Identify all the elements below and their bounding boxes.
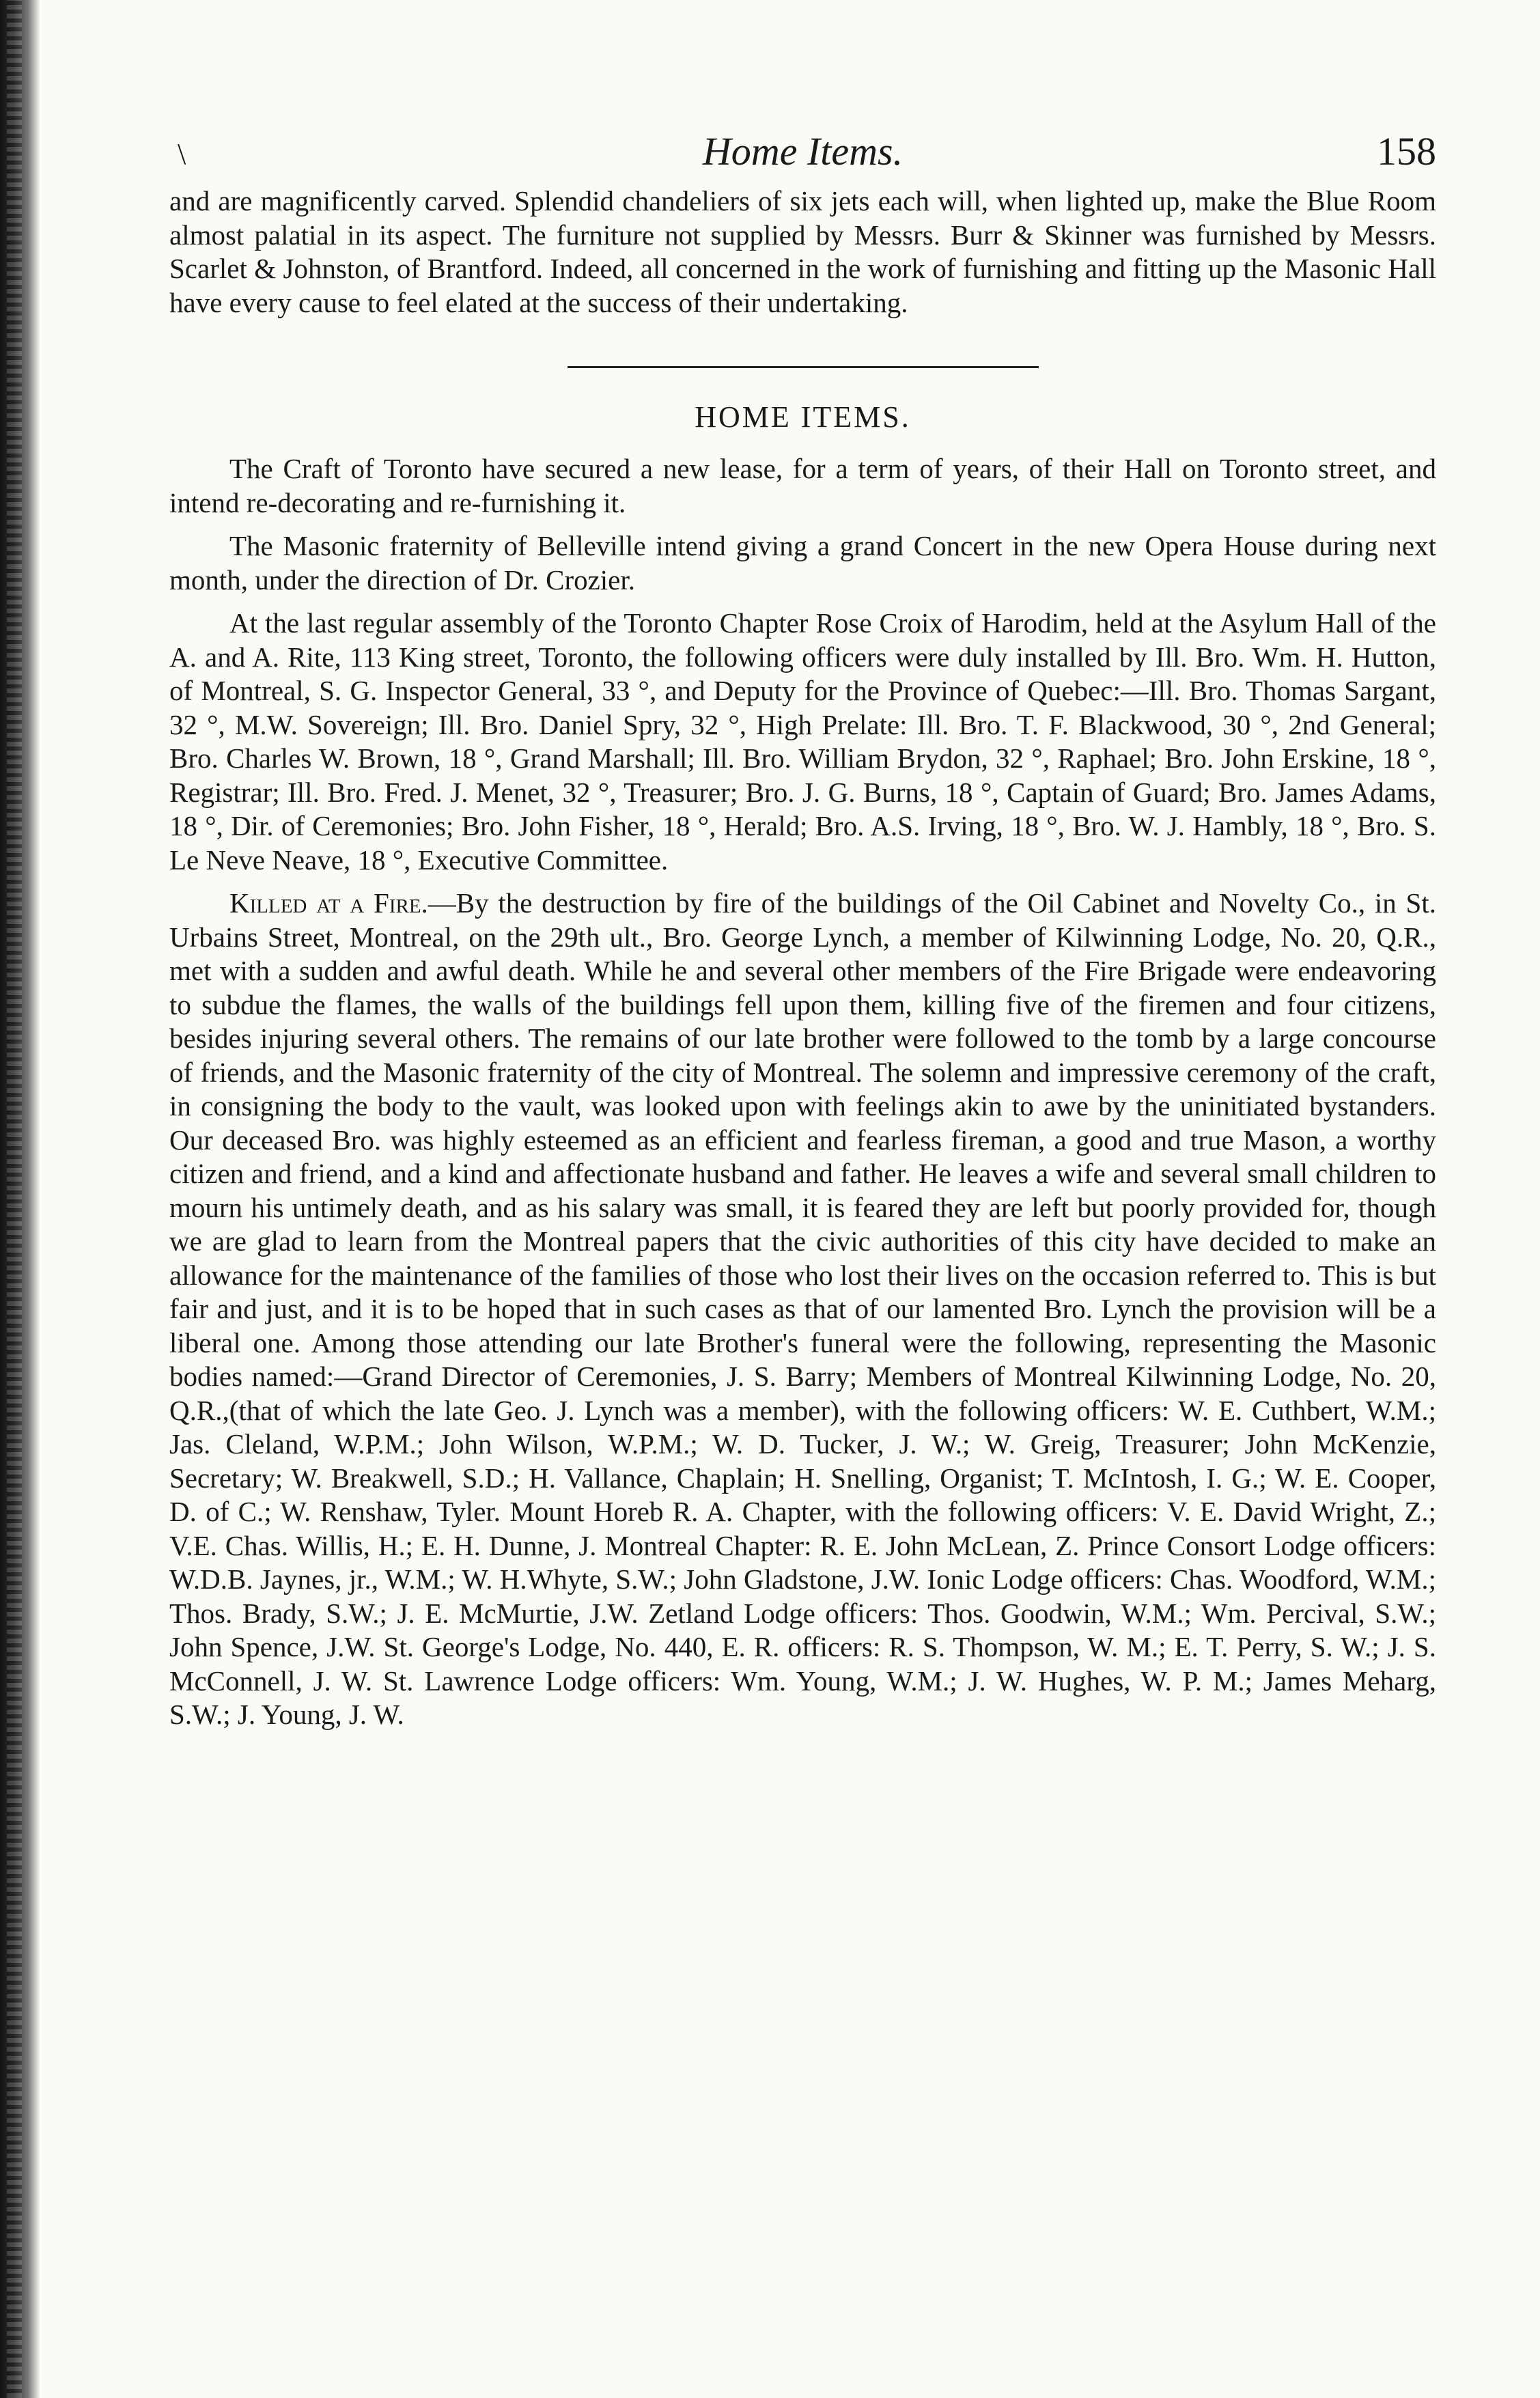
paragraph-rose-croix-officers: At the last regular assembly of the Toronto Chapter Rose Croix of Harodim, held at the Asylum Hall of the A. and A. Rite, 113 King street, Toronto, the following officers were duly installed by Ill. Bro. Wm. H. Hutton, of Montreal, S. G. Inspector General, 33 °, and Deputy for the Province of Quebec:—Ill. Bro. Thomas Sargant, 32 °, M.W. Sovereign; Ill. Bro. Daniel Spry, 32 °, High Prelate: Ill. Bro. T. F. Blackwood, 30 °, 2nd General; Bro. Charles W. Brown, 18 °, Grand Marshall; Ill. Bro. William Brydon, 32 °, Raphael; Bro. John Erskine, 18 °, Registrar; Ill. Bro. Fred. J. Menet, 32 °, Treasurer; Bro. J. G. Burns, 18 °, Captain of Guard; Bro. James Adams, 18 °, Dir. of Ceremonies; Bro. John Fisher, 18 °, Herald; Bro. A.S. Irving, 18 °, Bro. W. J. Hambly, 18 °, Bro. S. Le Neve Neave, 18 °, Executive Committee. [169,607,1436,876]
section-divider [568,366,1039,368]
article-lead: Killed at a Fire. [229,887,428,919]
book-binding-edge [0,0,40,2398]
section-title: HOME ITEMS. [695,400,911,434]
continued-paragraph: and are magnificently carved. Splendid chandeliers of six jets each will, when lighted up, make the Blue Room almost palatial in its aspect. The furniture not supplied by Messrs. Burr & Skinner was furnished by Messrs. Scarlet & Johnston, of Brantford. Indeed, all concerned in the work of furnishing and fitting up the Masonic Hall have every cause to feel elated at the success of their undertaking. [169,185,1436,318]
page-number: 158 [1377,129,1436,173]
paragraph-belleville-concert: The Masonic fraternity of Belleville intend giving a grand Concert in the new Opera House during next month, under the direction of Dr. Crozier. [169,530,1436,596]
running-head [169,123,1436,184]
paragraph-killed-at-fire [169,887,1436,1732]
running-title: Home Items. [702,129,904,173]
article-body: —By the destruction by fire of the buildings of the Oil Cabinet and Novelty Co., in St. Urbains Street, Montreal, on the 29th ult., Bro. George Lynch, a member of Kilwinning Lodge, No. 20, Q.R., met with a sudden and awful death. While he and several other members of the Fire Brigade were endeavoring to subdue the flames, the walls of the buildings fell upon them, killing five of the firemen and four citizens, besides injuring several others. The remains of our late brother were followed to the tomb by a large concourse of friends, and the Masonic fraternity of the city of Montreal. The solemn and impressive ceremony of the craft, in consigning the body to the vault, was looked upon with feelings akin to awe by the uninitiated bystanders. Our deceased Bro. was highly esteemed as an efficient and fearless fireman, a good and true Mason, a worthy citizen and friend, and a kind and affectionate husband and father. He leaves a wife and several small children to mourn his untimely death, and as his salary was small, it is feared they are left but poorly provided for, though we are glad to learn from the Montreal papers that the civic authorities of this city have decided to make an allowance for the maintenance of the families of those who lost their lives on the occasion referred to. This is but fair and just, and it is to be hoped that in such cases as that of our lamented Bro. Lynch the provision will be a liberal one. Among those attending our late Brother's funeral were the following, representing the Masonic bodies named:—Grand Director of Ceremonies, J. S. Barry; Members of Montreal Kilwinning Lodge, No. 20, Q.R.,(that of which the late Geo. J. Lynch was a member), with the following officers: W. E. Cuthbert, W.M.; Jas. Cleland, W.P.M.; John Wilson, W.P.M.; W. D. Tucker, J. W.; W. Greig, Treasurer; John McKenzie, Secretary; W. Breakwell, S.D.; H. Vallance, Chaplain; H. Snelling, Organist; T. McIntosh, I. G.; W. E. Cooper, D. of C.; W. Renshaw, Tyler. Mount Horeb R. A. Chapter, with the following officers: V. E. David Wright, Z.; V.E. Chas. Willis, H.; E. H. Dunne, J. Montreal Chapter: R. E. John McLean, Z. Prince Consort Lodge officers: W.D.B. Jaynes, jr., W.M.; W. H.Whyte, S.W.; John Gladstone, J.W. Ionic Lodge officers: Chas. Woodford, W.M.; Thos. Brady, S.W.; J. E. McMurtie, J.W. Zetland Lodge officers: Thos. Goodwin, W.M.; Wm. Percival, S.W.; John Spence, J.W. St. George's Lodge, No. 440, E. R. officers: R. S. Thompson, W. M.; E. T. Perry, S. W.; J. S. McConnell, J. W. St. Lawrence Lodge officers: Wm. Young, W.M.; J. W. Hughes, W. P. M.; James Meharg, S.W.; J. Young, J. W. [169,887,1436,1730]
header-mark: \ [178,137,186,171]
page-content [169,123,1436,1732]
paragraph-toronto-hall: The Craft of Toronto have secured a new lease, for a term of years, of their Hall on Toronto street, and intend re-decorating and re-furnishing it. [169,453,1436,518]
